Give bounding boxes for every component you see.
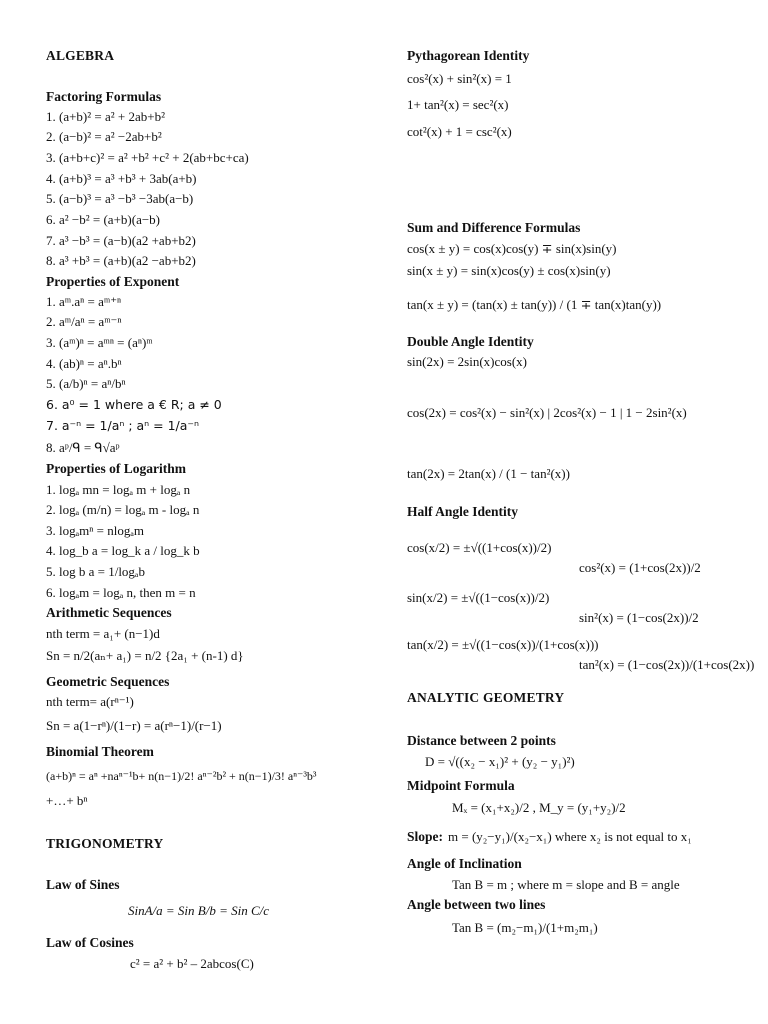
distance-heading: Distance between 2 points	[407, 733, 556, 748]
geometric-heading: Geometric Sequences	[46, 674, 170, 689]
binomial-line2: +…+ bⁿ	[46, 793, 88, 808]
factoring-heading: Factoring Formulas	[46, 89, 162, 104]
binomial-heading: Binomial Theorem	[46, 744, 154, 759]
factoring-item: 8. a³ +b³ = (a+b)(a2 −ab+b2)	[46, 253, 196, 268]
factoring-item: 1. (a+b)² = a² + 2ab+b²	[46, 109, 165, 124]
exponent-item: 4. (ab)ⁿ = aⁿ.bⁿ	[46, 356, 122, 371]
exponent-item: 3. (aᵐ)ⁿ = aᵐⁿ = (aⁿ)ᵐ	[46, 335, 153, 350]
half-angle-item: cos²(x) = (1+cos(2x))/2	[579, 560, 701, 575]
factoring-item: 2. (a−b)² = a² −2ab+b²	[46, 129, 162, 144]
exponent-item: 8. aᵖ/ᑫ = ᑫ√aᵖ	[46, 440, 120, 455]
distance-formula: D = √((x₂ − x₁)² + (y₂ − y₁)²)	[425, 754, 575, 769]
logarithm-item: 5. log b a = 1/logₐb	[46, 564, 145, 579]
arithmetic-nth: nth term = a₁+ (n−1)d	[46, 626, 160, 641]
analytic-title: ANALYTIC GEOMETRY	[407, 690, 565, 705]
exponent-item: 2. aᵐ/aⁿ = aᵐ⁻ⁿ	[46, 314, 122, 329]
between-lines-formula: Tan B = (m₂−m₁)/(1+m₂m₁)	[452, 920, 598, 935]
factoring-item: 7. a³ −b³ = (a−b)(a2 +ab+b2)	[46, 233, 196, 248]
arithmetic-heading: Arithmetic Sequences	[46, 605, 172, 620]
arithmetic-sn: Sn = n/2(aₙ+ a₁) = n/2 {2a₁ + (n-1) d}	[46, 648, 244, 663]
slope-formula: m = (y₂−y₁)/(x₂−x₁) where x₂ is not equal to x₁	[448, 829, 692, 844]
logarithm-item: 3. logₐmⁿ = nlogₐm	[46, 523, 144, 538]
midpoint-formula: Mₓ = (x₁+x₂)/2 , M_y = (y₁+y₂)/2	[452, 800, 626, 815]
half-angle-item: sin²(x) = (1−cos(2x))/2	[579, 610, 699, 625]
algebra-title: ALGEBRA	[46, 48, 115, 63]
exponent-item: 6. a⁰ = 1 where a € R; a ≠ 0	[46, 397, 222, 412]
half-angle-item: cos(x/2) = ±√((1+cos(x))/2)	[407, 540, 552, 555]
logarithm-heading: Properties of Logarithm	[46, 461, 186, 476]
between-lines-heading: Angle between two lines	[407, 897, 546, 912]
law-of-sines-heading: Law of Sines	[46, 877, 120, 892]
pythagorean-item: cot²(x) + 1 = csc²(x)	[407, 124, 512, 139]
pythagorean-item: 1+ tan²(x) = sec²(x)	[407, 97, 509, 112]
trigonometry-title: TRIGONOMETRY	[46, 836, 164, 851]
logarithm-item: 4. log_b a = log_k a / log_k b	[46, 543, 200, 558]
slope-heading: Slope:	[407, 829, 444, 844]
pythagorean-heading: Pythagorean Identity	[407, 48, 530, 63]
half-angle-item: tan(x/2) = ±√((1−cos(x))/(1+cos(x)))	[407, 637, 599, 652]
exponent-item: 1. aᵐ.aⁿ = aᵐ⁺ⁿ	[46, 294, 122, 309]
midpoint-heading: Midpoint Formula	[407, 778, 515, 793]
double-angle-item: sin(2x) = 2sin(x)cos(x)	[407, 354, 527, 369]
factoring-item: 4. (a+b)³ = a³ +b³ + 3ab(a+b)	[46, 171, 197, 186]
logarithm-item: 2. logₐ (m/n) = logₐ m - logₐ n	[46, 502, 200, 517]
half-angle-item: tan²(x) = (1−cos(2x))/(1+cos(2x))	[579, 657, 755, 672]
inclination-formula: Tan B = m ; where m = slope and B = angle	[452, 877, 680, 892]
inclination-heading: Angle of Inclination	[407, 856, 522, 871]
sumdiff-item: tan(x ± y) = (tan(x) ± tan(y)) / (1 ∓ tan(x)tan(y))	[407, 297, 662, 312]
factoring-item: 6. a² −b² = (a+b)(a−b)	[46, 212, 160, 227]
logarithm-item: 6. logₐm = logₐ n, then m = n	[46, 585, 196, 600]
exponent-heading: Properties of Exponent	[46, 274, 180, 289]
law-of-sines-formula: SinA/a = Sin B/b = Sin C/c	[128, 903, 270, 918]
binomial-line1: (a+b)ⁿ = aⁿ +naⁿ⁻¹b+ n(n−1)/2! aⁿ⁻²b² + n(n−1)/3! aⁿ⁻³b³	[46, 769, 317, 783]
sumdiff-item: sin(x ± y) = sin(x)cos(y) ± cos(x)sin(y)	[407, 263, 611, 278]
law-of-cosines-formula: c² = a² + b² – 2abcos(C)	[130, 956, 254, 971]
half-angle-item: sin(x/2) = ±√((1−cos(x))/2)	[407, 590, 550, 605]
half-angle-heading: Half Angle Identity	[407, 504, 519, 519]
double-angle-item: cos(2x) = cos²(x) − sin²(x) | 2cos²(x) − 1 | 1 − 2sin²(x)	[407, 405, 687, 420]
factoring-item: 5. (a−b)³ = a³ −b³ −3ab(a−b)	[46, 191, 194, 206]
factoring-item: 3. (a+b+c)² = a² +b² +c² + 2(ab+bc+ca)	[46, 150, 249, 165]
logarithm-item: 1. logₐ mn = logₐ m + logₐ n	[46, 482, 191, 497]
double-angle-item: tan(2x) = 2tan(x) / (1 − tan²(x))	[407, 466, 570, 481]
exponent-item: 7. a⁻ⁿ = 1/aⁿ ; aⁿ = 1/a⁻ⁿ	[46, 418, 199, 433]
geometric-sn: Sn = a(1−rⁿ)/(1−r) = a(rⁿ−1)/(r−1)	[46, 718, 222, 733]
geometric-nth: nth term= a(rⁿ⁻¹)	[46, 694, 134, 709]
law-of-cosines-heading: Law of Cosines	[46, 935, 134, 950]
pythagorean-item: cos²(x) + sin²(x) = 1	[407, 71, 512, 86]
double-angle-heading: Double Angle Identity	[407, 334, 534, 349]
exponent-item: 5. (a/b)ⁿ = aⁿ/bⁿ	[46, 376, 126, 391]
sumdiff-heading: Sum and Difference Formulas	[407, 220, 581, 235]
sumdiff-item: cos(x ± y) = cos(x)cos(y) ∓ sin(x)sin(y)	[407, 241, 617, 256]
